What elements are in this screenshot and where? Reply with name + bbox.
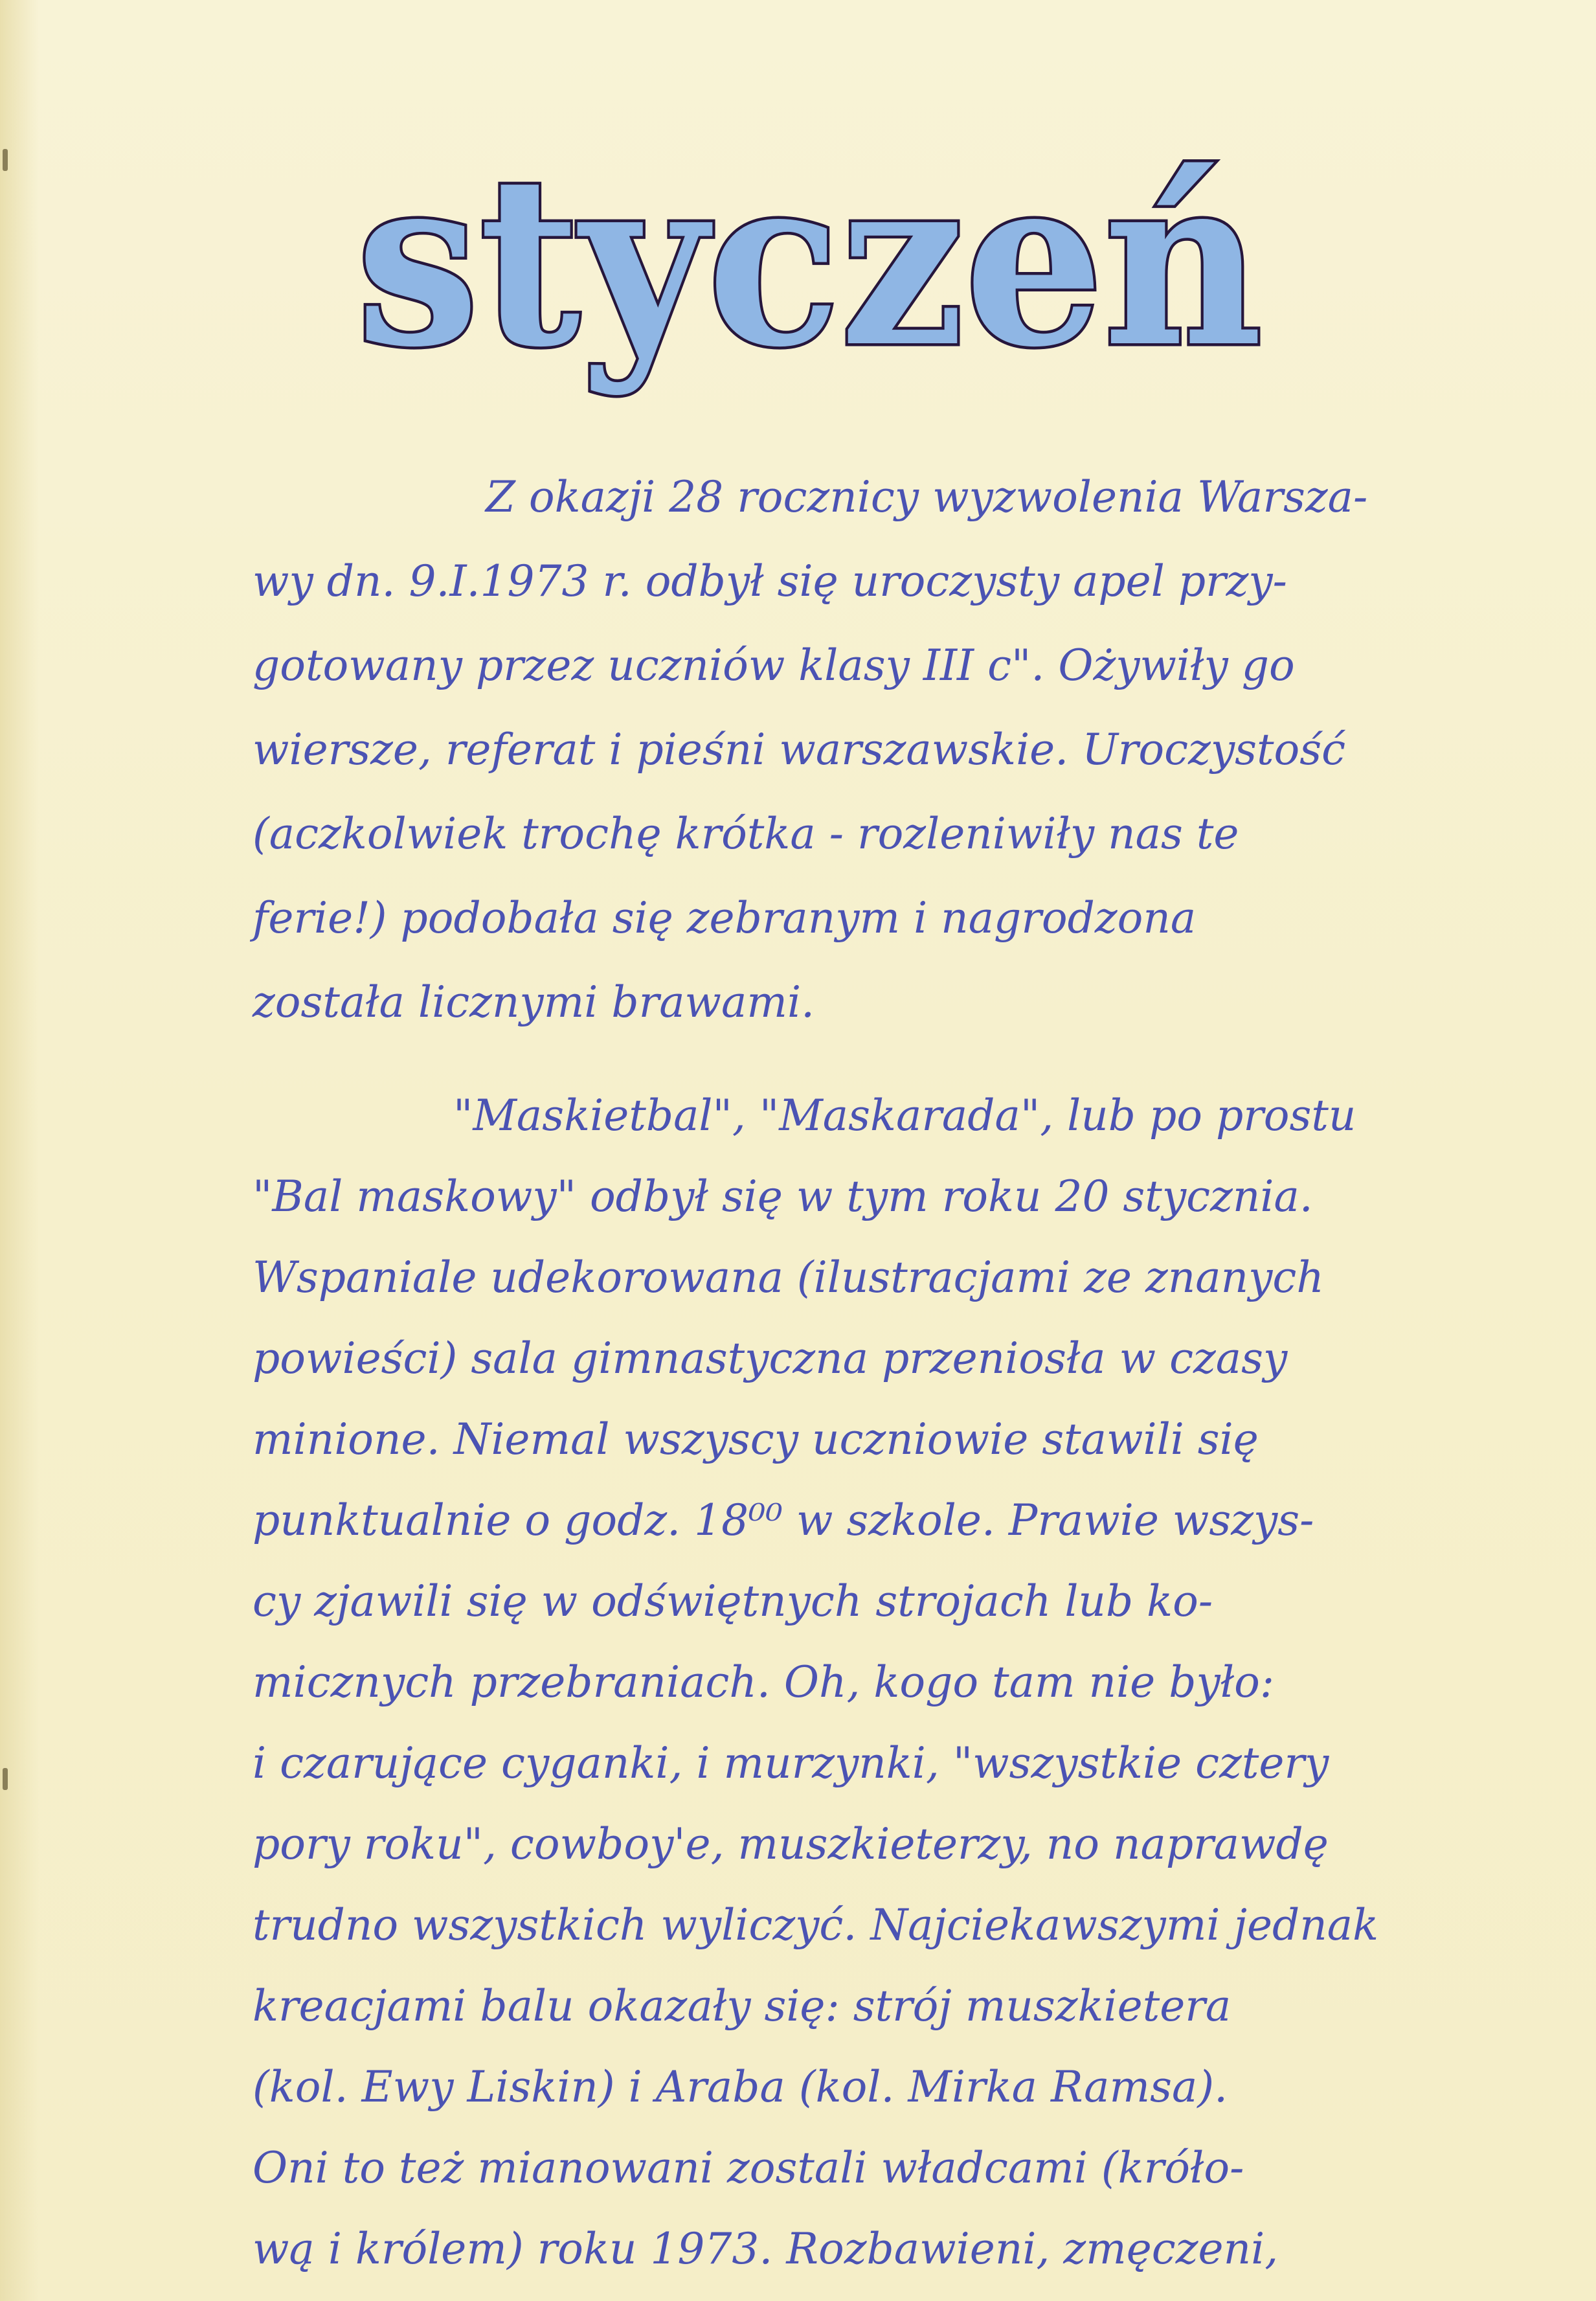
- text-line: trudno wszystkich wyliczyć. Najciekawszymi jednak: [253, 1900, 1379, 1950]
- text-line: pory roku", cowboy'e, muszkieterzy, no naprawdę: [253, 1819, 1329, 1869]
- text-line: gotowany przez uczniów klasy III c". Ożywiły go: [253, 640, 1295, 690]
- text-line: Oni to też mianowani zostali władcami (króło-: [253, 2143, 1244, 2193]
- text-line: "Maskietbal", "Maskarada", lub po prostu: [453, 1091, 1356, 1140]
- text-line: Wspaniale udekorowana (ilustracjami ze znanych: [253, 1253, 1324, 1302]
- text-line: punktualnie o godz. 18⁰⁰ w szkole. Prawie wszys-: [253, 1495, 1314, 1545]
- text-line: wiersze, referat i pieśni warszawskie. Uroczystość: [253, 725, 1346, 775]
- text-line: (aczkolwiek trochę krótka - rozleniwiły nas te: [253, 809, 1239, 859]
- page-title: styczeń: [356, 124, 1263, 398]
- text-line: cy zjawili się w odświętnych strojach lub ko-: [253, 1576, 1213, 1626]
- text-line: powieści) sala gimnastyczna przeniosła w czasy: [253, 1333, 1288, 1383]
- page-title-lettering: [337, 58, 1282, 447]
- text-line: minione. Niemal wszyscy uczniowie stawili się: [253, 1414, 1259, 1464]
- text-line: wą i królem) roku 1973. Rozbawieni, zmęczeni,: [253, 2224, 1279, 2274]
- title-svg: [337, 58, 1282, 447]
- text-line: Z okazji 28 rocznicy wyzwolenia Warsza-: [486, 472, 1368, 522]
- page-edge-shadow: [0, 0, 39, 2301]
- text-line: (kol. Ewy Liskin) i Araba (kol. Mirka Ramsa).: [253, 2062, 1228, 2112]
- text-line: i czarujące cyganki, i murzynki, "wszystkie cztery: [253, 1738, 1329, 1788]
- text-line: kreacjami balu okazały się: strój muszkietera: [253, 1981, 1231, 2031]
- text-line: ferie!) podobała się zebranym i nagrodzona: [253, 893, 1197, 943]
- text-line: wy dn. 9.I.1973 r. odbył się uroczysty apel przy-: [253, 556, 1287, 606]
- text-line: została licznymi brawami.: [253, 977, 815, 1027]
- binding-mark: [3, 149, 8, 171]
- text-line: "Bal maskowy" odbył się w tym roku 20 stycznia.: [253, 1172, 1313, 1221]
- text-line: micznych przebraniach. Oh, kogo tam nie było:: [253, 1657, 1275, 1707]
- binding-mark: [3, 1768, 8, 1790]
